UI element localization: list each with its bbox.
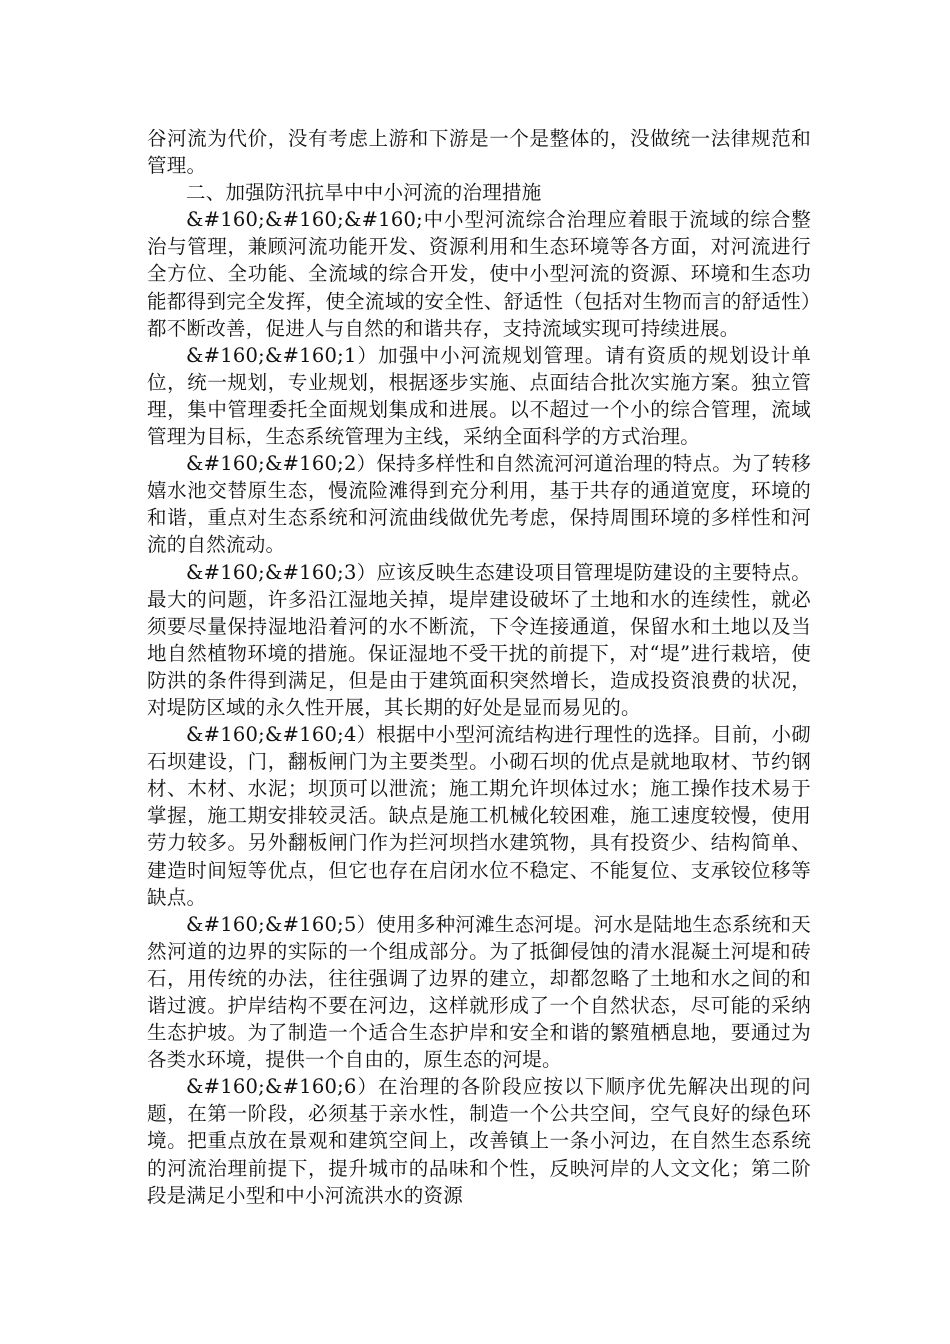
paragraph-overview: &#160;&#160;&#160;中小型河流综合治理应着眼于流域的综合整治与管理，兼顾河流功能开发、资源利用和生态环境等各方面，对河流进行全方位、全功能、全流域的综合开发，使中小型河流的资源、环境和生态功能都得到完全发挥，使全流域的安全性、舒适性（包括对生物而言的舒适性）都不断改善，促进人与自然的和谐共存，支持流域实现可持续进展。 — [147, 208, 811, 340]
document-body — [147, 125, 811, 1209]
paragraph-item-2: &#160;&#160;2）保持多样性和自然流河河道治理的特点。为了转移嬉水池交替原生态，慢流险滩得到充分利用，基于共存的通道宽度，环境的和谐，重点对生态系统和河流曲线做优先考虑，保持周围环境的多样性和河流的自然流动。 — [147, 452, 811, 557]
continuation-paragraph: 谷河流为代价，没有考虑上游和下游是一个是整体的，没做统一法律规范和管理。 — [147, 127, 811, 178]
paragraph-item-3: &#160;&#160;3）应该反映生态建设项目管理堤防建设的主要特点。最大的问题，许多沿江湿地关掉，堤岸建设破坏了土地和水的连续性，就必须要尽量保持湿地沿着河的水不断流，下令连接通道，保留水和土地以及当地自然植物环境的措施。保证湿地不受干扰的前提下，对“堤”进行栽培，使防洪的条件得到满足，但是由于建筑面积突然增长，造成投资浪费的状况，对堤防区域的永久性开展，其长期的好处是显而易见的。 — [147, 560, 811, 719]
paragraph-item-5: &#160;&#160;5）使用多种河滩生态河堤。河水是陆地生态系统和天然河道的边界的实际的一个组成部分。为了抵御侵蚀的清水混凝土河堤和砖石，用传统的办法，往往强调了边界的建立，却都忽略了土地和水之间的和谐过渡。护岸结构不要在河边，这样就形成了一个自然状态，尽可能的采纳生态护坡。为了制造一个适合生态护岸和安全和谐的繁殖栖息地，要通过为各类水环境，提供一个自由的，原生态的河堤。 — [147, 912, 811, 1072]
section-heading: 二、加强防汛抗旱中中小河流的治理措施 — [186, 181, 542, 205]
paragraph-item-4: &#160;&#160;4）根据中小型河流结构进行理性的选择。目前，小砌石坝建设，门，翻板闸门为主要类型。小砌石坝的优点是就地取材、节约钢材、木材、水泥；坝顶可以泄流；施工期允许坝体过水；施工操作技术易于掌握，施工期安排较灵活。缺点是施工机械化较困难，施工速度较慢，使用劳力较多。另外翻板闸门作为拦河坝挡水建筑物，具有投资少、结构简单、建造时间短等优点，但它也存在启闭水位不稳定、不能复位、支承铰位移等缺点。 — [147, 723, 811, 909]
paragraph-item-1: &#160;&#160;1）加强中小河流规划管理。请有资质的规划设计单位，统一规划，专业规划，根据逐步实施、点面结合批次实施方案。独立管理，集中管理委托全面规划集成和进展。以不超过一个小的综合管理，流域管理为目标，生态系统管理为主线，采纳全面科学的方式治理。 — [147, 343, 811, 449]
paragraph-item-6: &#160;&#160;6）在治理的各阶段应按以下顺序优先解决出现的问题，在第一阶段，必须基于亲水性，制造一个公共空间，空气良好的绿色环境。把重点放在景观和建筑空间上，改善镇上一条小河边，在自然生态系统的河流治理前提下，提升城市的品味和个性，反映河岸的人文文化；第二阶段是满足小型和中小河流洪水的资源 — [147, 1075, 811, 1207]
